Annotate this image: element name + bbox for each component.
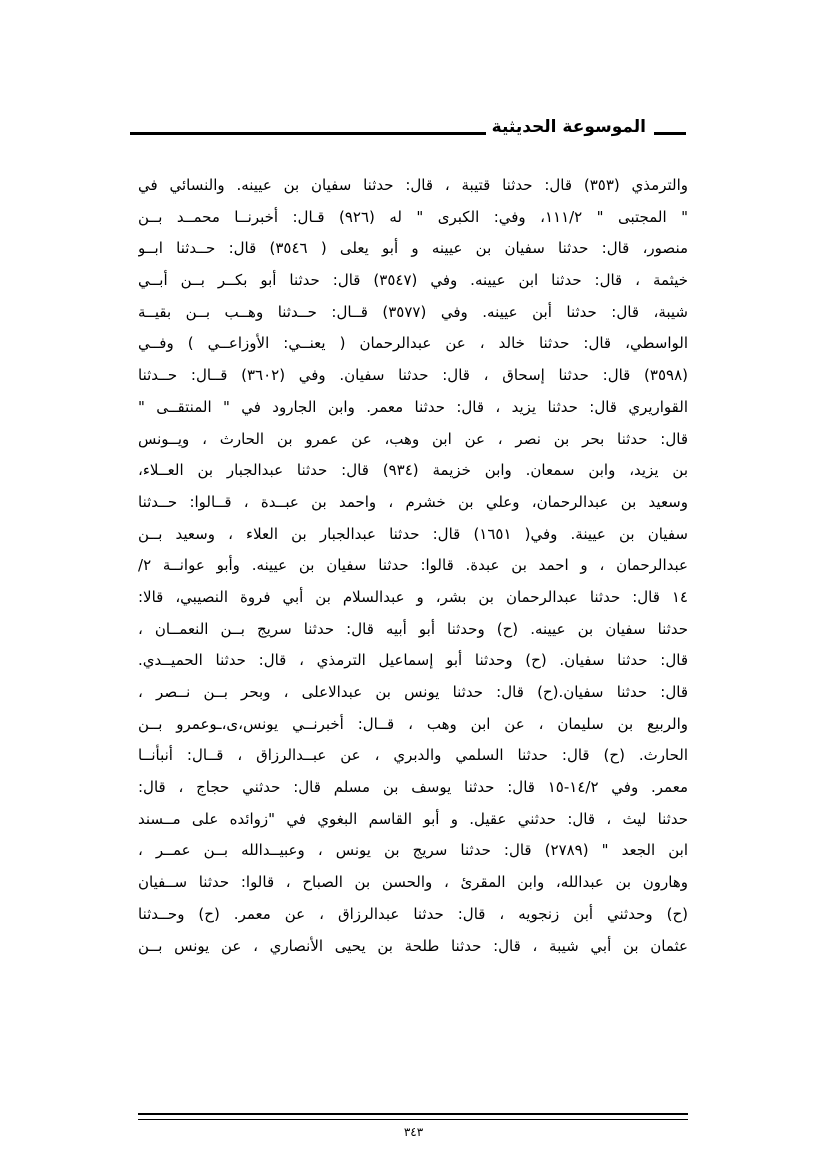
text-line: حدثنا ليث ، قال: حدثني عقيل. و أبو القاسم البغوي في "زوائده على مــسند xyxy=(138,809,688,828)
text-line: منصور، قال: حدثنا سفيان بن عيينه و أبو يعلى ( ٣٥٤٦) قال: حــدثنا ابــو xyxy=(138,239,688,258)
text-line: وهارون بن عبدالله، وابن المقرئ ، والحسن بن الصباح ، قالوا: حدثنا ســفيان xyxy=(138,873,688,892)
text-line: الواسطي، قال: حدثنا خالد ، عن عبدالرحمان ( يعنــي: الأوزاعــي ) وفــي xyxy=(138,334,688,353)
text-line: سفيان بن عيينة. وفي( ١٦٥١) قال: حدثنا عبدالجبار بن العلاء ، وسعيد بــن xyxy=(138,524,688,543)
text-line: عبدالرحمان ، و احمد بن عبدة. قالوا: حدثنا سفيان بن عيينه. وأبو عوانــة ٢/ xyxy=(138,556,688,575)
footer-rule-thick xyxy=(138,1113,688,1115)
text-line: " المجتبى " ١١١/٢، وفي: الكبرى " له (٩٢٦) قـال: أخبرنــا محمــد بــن xyxy=(138,207,688,226)
header-title: الموسوعة الحديثية xyxy=(491,117,646,137)
text-line: قال: حدثنا بحر بن نصر ، عن ابن وهب، عن عمرو بن الحارث ، ويــونس xyxy=(138,429,688,448)
text-line: ابن الجعد " (٢٧٨٩) قال: حدثنا سريج بن يونس ، وعبيــدالله بــن عمــر ، xyxy=(138,841,688,860)
text-line: والربيع بن سليمان ، عن ابن وهب ، قــال: أخبرنــي يونس،ى،ـوعمرو بــن xyxy=(138,714,688,733)
text-line: قال: حدثنا سفيان.(ح) قال: حدثنا يونس بن عبدالاعلى ، وبحر بــن نــصر ، xyxy=(138,683,688,701)
header-rule-short xyxy=(654,132,686,135)
body-text xyxy=(138,170,688,962)
text-line: ١٤ قال: حدثنا عبدالرحمان بن بشر، و عبدالسلام بن أبي فروة النصيبي، قالا: xyxy=(138,587,688,606)
page-number: ٣٤٣ xyxy=(403,1125,424,1139)
text-line: شيبة، قال: حدثنا أبن عيينه. وفي (٣٥٧٧) قــال: حــدثنا وهــب بــن بقيــة xyxy=(138,302,688,321)
running-header xyxy=(130,112,686,142)
text-line: معمر. وفي ١٤/٢-١٥ قال: حدثنا يوسف بن مسلم قال: حدثني حجاج ، قال: xyxy=(138,778,688,797)
text-line: والترمذي (٣٥٣) قال: حدثنا قتيبة ، قال: حدثنا سفيان بن عيينه. والنسائي في xyxy=(138,176,688,194)
text-line: خيثمة ، قال: حدثنا ابن عيينه. وفي (٣٥٤٧) قال: حدثنا أبو بكــر بــن أبــي xyxy=(138,271,688,290)
text-line: بن يزيد، وابن سمعان. وابن خزيمة (٩٣٤) قال: حدثنا عبدالجبار بن العــلاء، xyxy=(138,461,688,480)
text-line: قال: حدثنا سفيان. (ح) وحدثنا أبو إسماعيل الترمذي ، قال: حدثنا الحميــدي. xyxy=(138,651,688,670)
text-line: الحارث. (ح) قال: حدثنا السلمي والدبري ، عن عبــدالرزاق ، قــال: أنبأنــا xyxy=(138,746,688,765)
text-line: (ح) وحدثني أبن زنجويه ، قال: حدثنا عبدالرزاق ، عن معمر. (ح) وحــدثنا xyxy=(138,904,688,923)
text-line: (٣٥٩٨) قال: حدثنا إسحاق ، قال: حدثنا سفيان. وفي (٣٦٠٢) قــال: حــدثنا xyxy=(138,366,688,385)
text-line: عثمان بن أبي شيبة ، قال: حدثنا طلحة بن يحيى الأنصاري ، عن يونس بــن xyxy=(138,936,688,955)
text-line: وسعيد بن عبدالرحمان، وعلي بن خشرم ، واحمد بن عبــدة ، قــالوا: حــدثنا xyxy=(138,492,688,511)
footer-rule-thin xyxy=(138,1119,688,1120)
text-line: حدثنا سفيان بن عيينه. (ح) وحدثنا أبو أبيه قال: حدثنا سريج بــن النعمــان ، xyxy=(138,619,688,638)
header-rule-long xyxy=(130,132,486,135)
text-line: القواريري قال: حدثنا يزيد ، قال: حدثنا معمر. وابن الجارود في " المنتقــى " xyxy=(138,397,688,416)
